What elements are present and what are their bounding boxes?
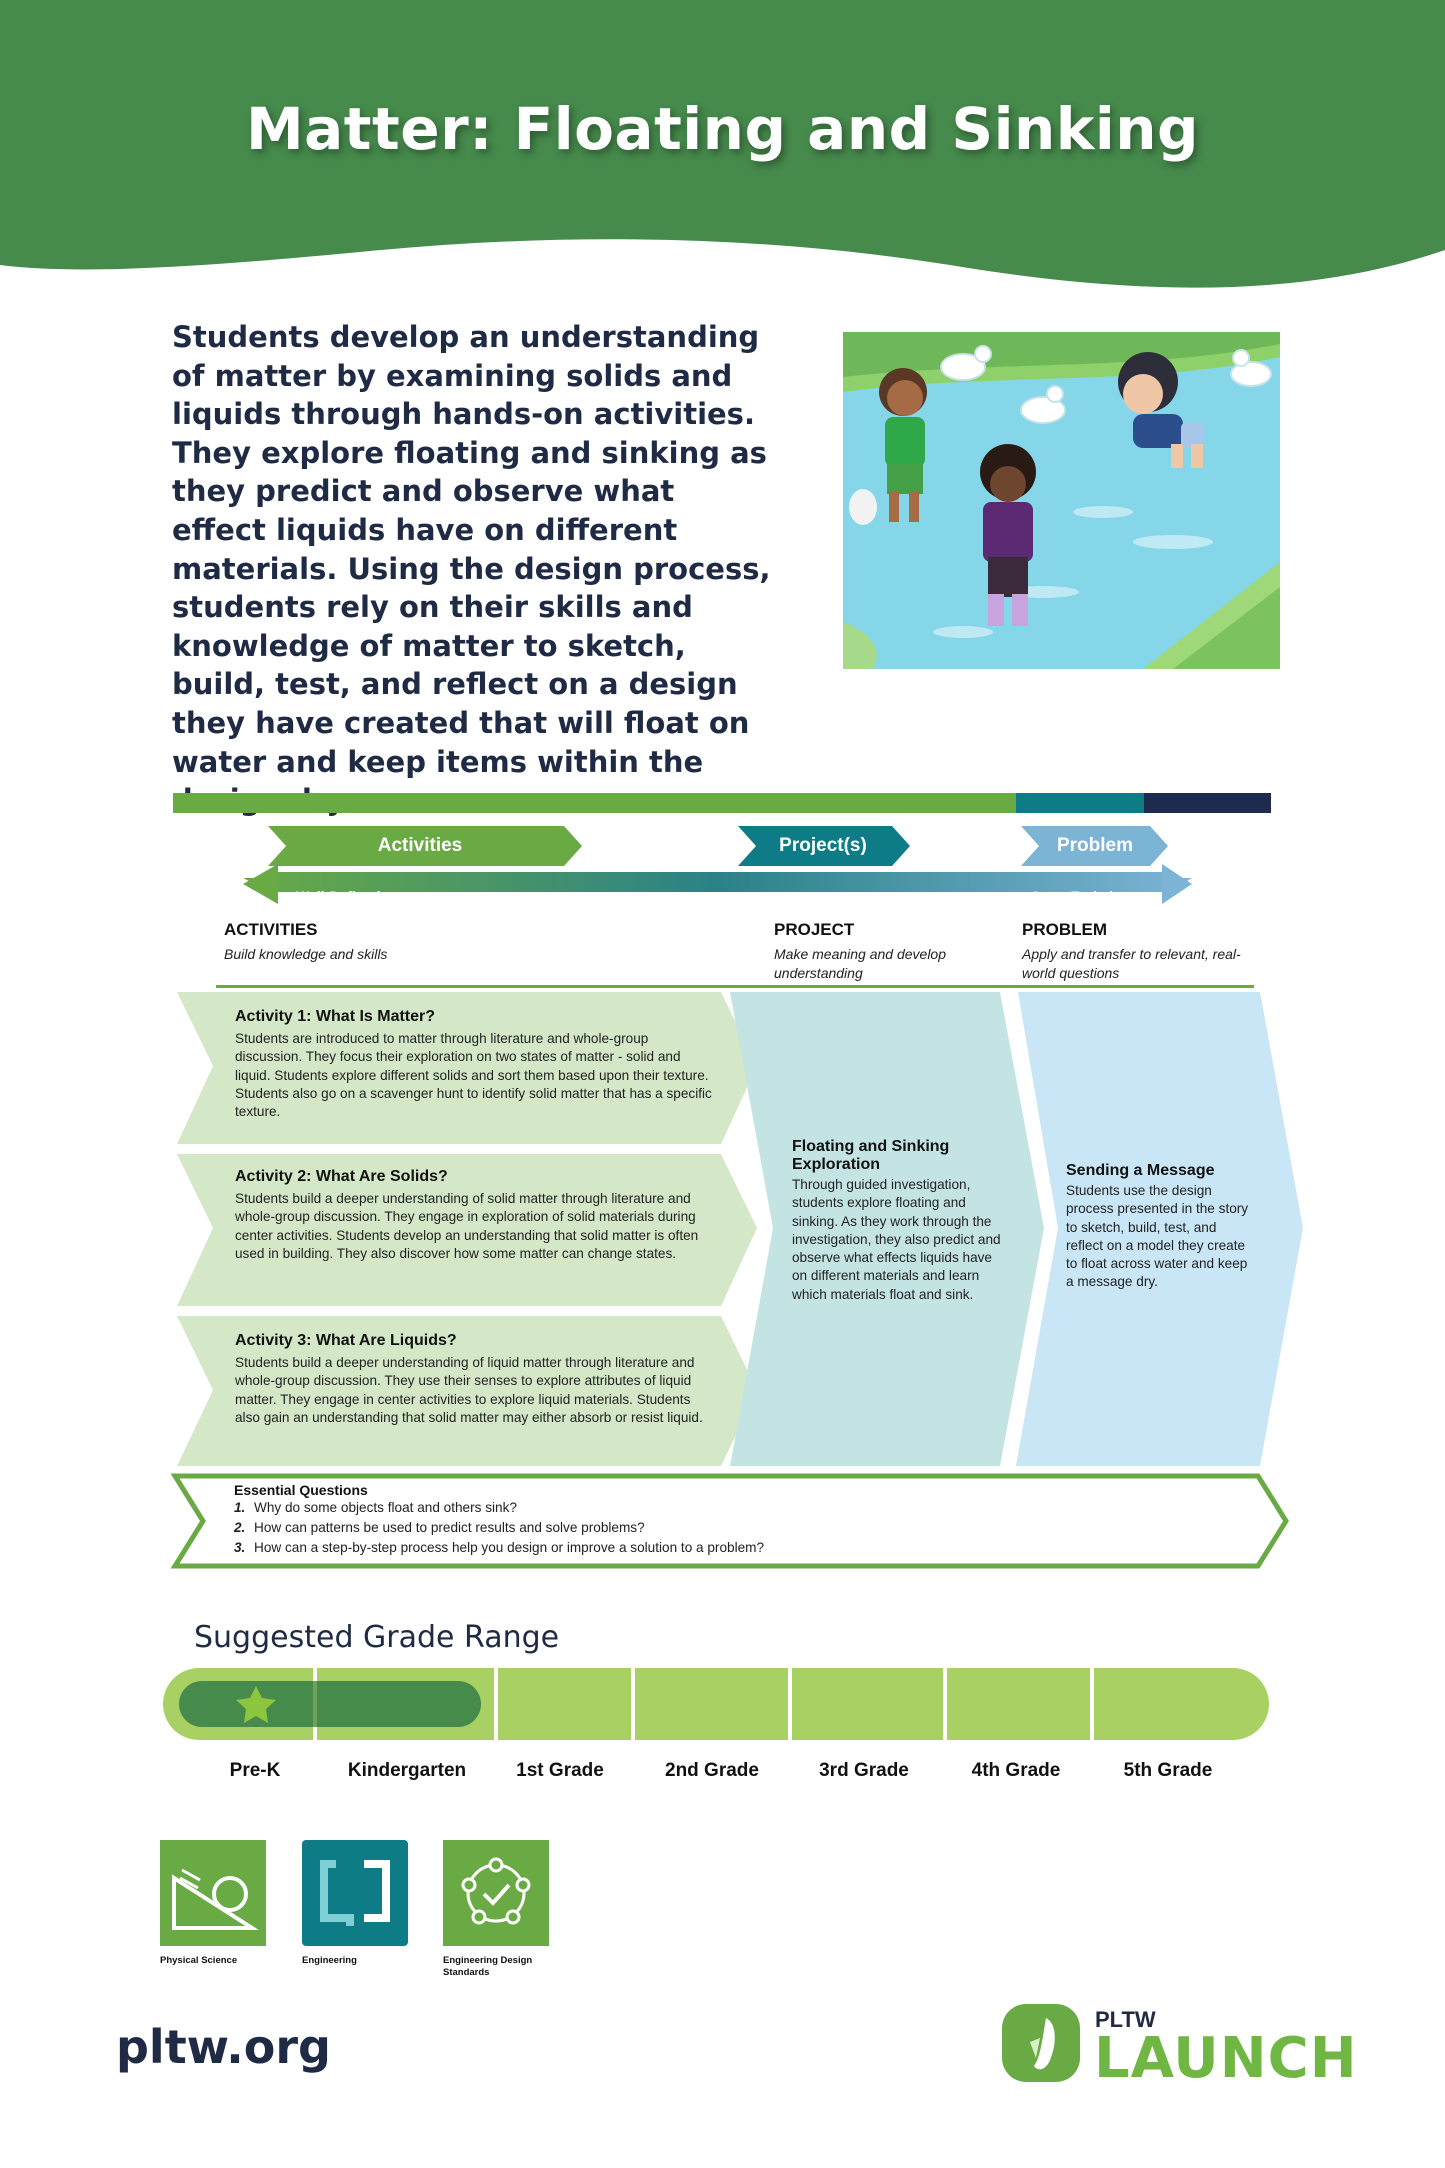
activity-2-title: Activity 2: What Are Solids? xyxy=(235,1168,448,1185)
open-ended-label: Open-Ended xyxy=(1030,888,1114,904)
project-body: Through guided investigation, students explore floating and sinking. As they work through the investigation, they also predict and observe what effects liquids have on different materials and learn which materials float and sink. xyxy=(792,1177,1001,1302)
grade-range-heading: Suggested Grade Range xyxy=(194,1620,560,1655)
column-sub-activities: Build knowledge and skills xyxy=(224,946,388,962)
chevron-problem-label: Problem xyxy=(1056,835,1134,856)
chevron-projects-label: Project(s) xyxy=(779,835,867,856)
column-sub-project: Make meaning and develop understanding xyxy=(774,946,947,981)
engineering-design-icon xyxy=(443,1840,549,1946)
grade-label-1st: 1st Grade xyxy=(516,1760,604,1781)
chevron-activities-label: Activities xyxy=(377,835,463,856)
activity-2-body: Students build a deeper understanding of solid matter through literature and whole-group discussion. They engage in exploration of solid materials during center activities. Students develop an understanding that solid matter is often used in building. They also discover how some matter can change states. xyxy=(235,1191,699,1261)
project-block xyxy=(792,1138,1007,1304)
project-title: Floating and Sinking Exploration xyxy=(792,1138,950,1173)
activity-1-title: Activity 1: What Is Matter? xyxy=(235,1008,436,1025)
pltw-launch-logo-icon xyxy=(1000,2002,1082,2084)
column-heading-problem: PROBLEM xyxy=(1022,920,1107,939)
grade-label-2nd: 2nd Grade xyxy=(665,1760,759,1781)
problem-block xyxy=(1066,1162,1251,1292)
continuum-bar-activities xyxy=(173,793,1016,813)
grade-label-kindergarten: Kindergarten xyxy=(347,1760,467,1781)
essential-question: 3. How can a step-by-step process help you design or improve a solution to a problem? xyxy=(234,1540,765,1555)
grade-range-bar xyxy=(0,1660,1445,1750)
grade-label-4th: 4th Grade xyxy=(971,1760,1061,1781)
page-title: Matter: Floating and Sinking xyxy=(245,95,1200,163)
standard-label-physical-science: Physical Science xyxy=(160,1955,238,1966)
activity-3-title: Activity 3: What Are Liquids? xyxy=(235,1332,457,1349)
essential-question: 1. Why do some objects float and others sink? xyxy=(234,1500,517,1515)
children-pond-illustration xyxy=(843,332,1280,669)
essential-questions xyxy=(234,1482,1214,1558)
continuum-bar-problem xyxy=(1144,793,1271,813)
grade-label-5th: 5th Grade xyxy=(1123,1760,1213,1781)
grade-label-prek: Pre-K xyxy=(229,1760,281,1781)
grade-label-3rd: 3rd Grade xyxy=(819,1760,909,1781)
continuum-bar-project xyxy=(1016,793,1144,813)
standard-label-engineering-design: Engineering Design Standards xyxy=(443,1955,533,1978)
column-heading-project: PROJECT xyxy=(774,920,855,939)
essential-questions-title: Essential Questions xyxy=(234,1482,368,1498)
column-sub-problem: Apply and transfer to relevant, real-world questions xyxy=(1022,946,1241,981)
activity-3 xyxy=(235,1332,715,1427)
activity-1-body: Students are introduced to matter through literature and whole-group discussion. They focus their exploration on two states of matter - solid and liquid. Students explore different solids and sort them based upon their texture. Students also go on a scavenger hunt to identify solid matter that has a specific texture. xyxy=(235,1031,712,1120)
brand-small: PLTW xyxy=(1095,2007,1156,2032)
brand-large: LAUNCH xyxy=(1094,2026,1358,2091)
column-heading-activities: ACTIVITIES xyxy=(224,920,318,939)
site-url[interactable]: pltw.org xyxy=(116,2020,331,2074)
activity-1 xyxy=(235,1008,715,1121)
continuum-chevrons xyxy=(0,820,1445,920)
problem-title: Sending a Message xyxy=(1066,1162,1215,1179)
standard-label-engineering: Engineering xyxy=(302,1955,357,1966)
physical-science-icon xyxy=(160,1840,266,1946)
activity-3-body: Students build a deeper understanding of liquid matter through literature and whole-group discussion. They use their senses to explore attributes of liquid matter. They engage in center activities to explore liquid materials. Students also gain an understanding that solid matter may either absorb or resist liquid. xyxy=(235,1355,703,1425)
essential-question: 2. How can patterns be used to predict results and solve problems? xyxy=(234,1520,645,1535)
activity-2 xyxy=(235,1168,715,1263)
well-defined-label: Well-Defined xyxy=(296,888,381,904)
intro-paragraph: Students develop an understanding of matter by examining solids and liquids through hands-on activities. They explore floating and sinking as they predict and observe what effect liquids have on different materials. Using the design process, students rely on their skills and knowledge of matter to sketch, build, test, and reflect on a design they have created that will float on water and keep items within the xyxy=(172,320,771,779)
suggested-range-highlight xyxy=(179,1681,481,1727)
problem-body: Students use the design process presented in the story to sketch, build, test, and reflect on a model they create to float across water and keep a message dry. xyxy=(1066,1183,1249,1290)
engineering-icon xyxy=(302,1840,408,1946)
